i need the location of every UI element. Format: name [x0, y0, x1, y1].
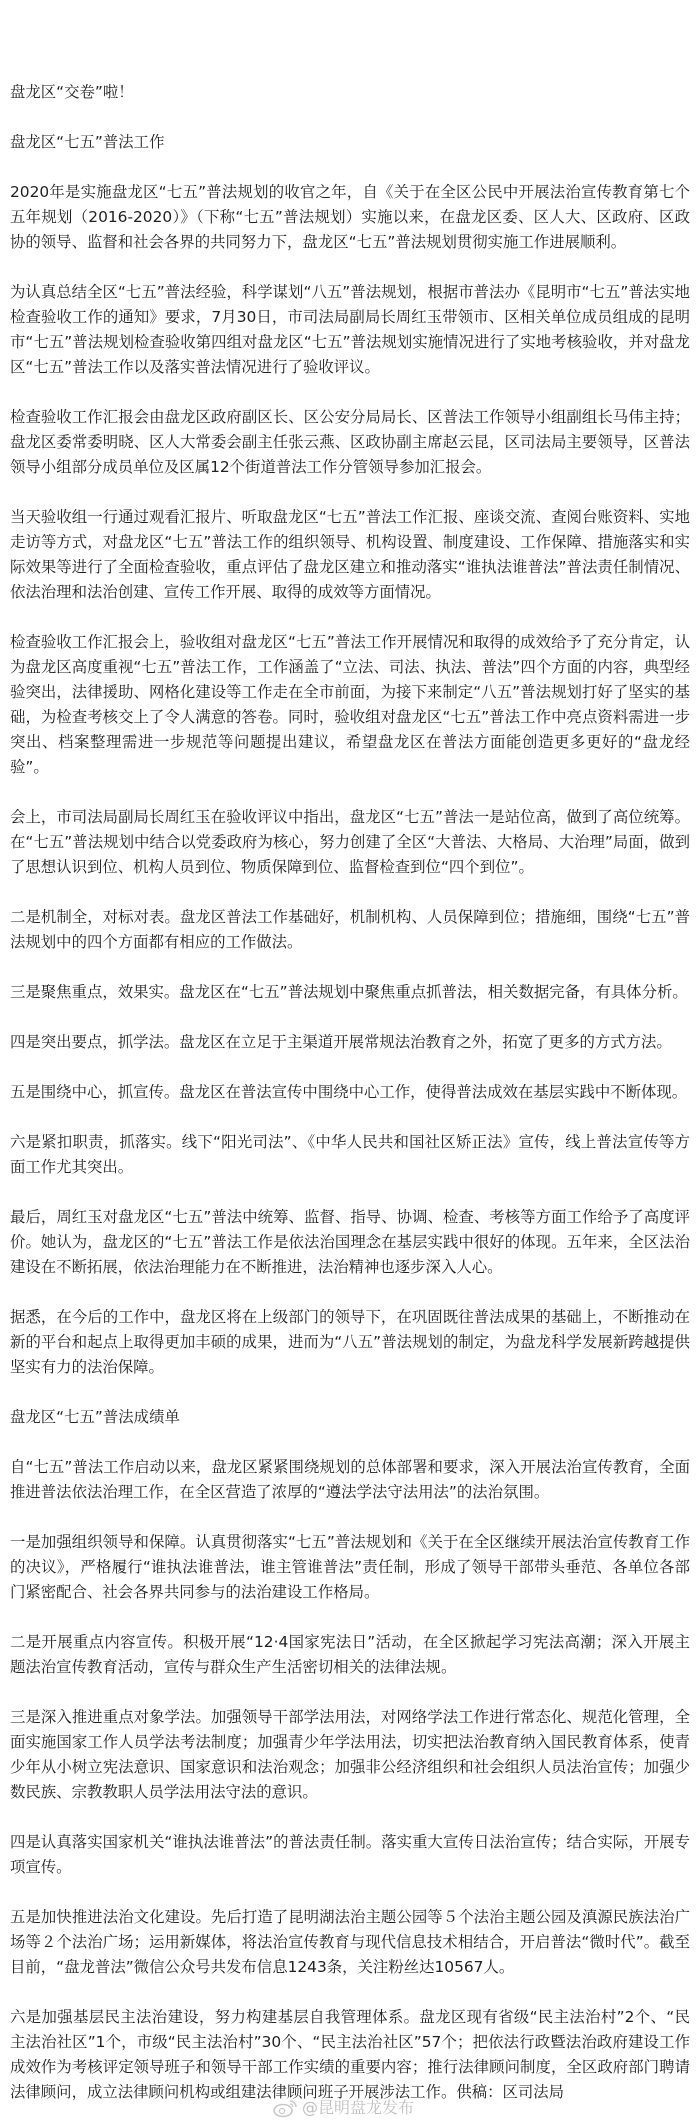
paragraph: 五是围绕中心，抓宣传。盘龙区在普法宣传中围绕中心工作，使得普法成效在基层实践中不断体现。 — [10, 1083, 688, 1101]
section-heading-results: 盘龙区“七五”普法成绩单 — [10, 1408, 180, 1426]
paragraph: 最后，周红玉对盘龙区“七五”普法中统筹、监督、指导、协调、检查、考核等方面工作给予了高度评价。她认为，盘龙区的“七五”普法工作是依法治国理念在基层实践中很好的体现。五年来，全区法治建设在不断拓展，依法治理能力在不断推进，法治精神也逐步深入人心。 — [10, 1208, 690, 1276]
paragraph: 为认真总结全区“七五”普法经验，科学谋划“八五”普法规划，根据市普法办《昆明市“七五”普法实地检查验收工作的通知》要求，7月30日，市司法局副局长周红玉带领市、区相关单位成员组成的昆明市“七五”普法规划检查验收第四组对盘龙区“七五”普法规划实施情况进行了实地考核验收，并对盘龙区“七五”普法工作以及落实普法情况进行了验收评议。 — [10, 283, 690, 376]
paragraph: 当天验收组一行通过观看汇报片、听取盘龙区“七五”普法工作汇报、座谈交流、查阅台账资料、实地走访等方式，对盘龙区“七五”普法工作的组织领导、机构设置、制度建设、工作保障、措施落实和实际效果等进行了全面检查验收，重点评估了盘龙区建立和推动落实“谁执法谁普法”普法责任制情况、依法治理和法治创建、宣传工作开展、取得的成效等方面情况。 — [10, 508, 690, 601]
paragraph: 二是开展重点内容宣传。积极开展“12·4国家宪法日”活动，在全区掀起学习宪法高潮；深入开展主题法治宣传教育活动，宣传与群众生产生活密切相关的法律法规。 — [10, 1633, 690, 1676]
paragraph: 四是突出要点，抓学法。盘龙区在立足于主渠道开展常规法治教育之外，拓宽了更多的方式方法。 — [10, 1033, 672, 1051]
paragraph: 检查验收工作汇报会由盘龙区政府副区长、区公安分局局长、区普法工作领导小组副组长马伟主持；盘龙区委常委明晓、区人大常委会副主任张云燕、区政协副主席赵云昆，区司法局主要领导，区普法领导小组部分成员单位及区属12个街道普法工作分管领导参加汇报会。 — [10, 408, 690, 476]
headline: 盘龙区“交卷”啦！ — [10, 83, 134, 101]
section-heading-work: 盘龙区“七五”普法工作 — [10, 133, 165, 151]
paragraph: 自“七五”普法工作启动以来，盘龙区紧紧围绕规划的总体部署和要求，深入开展法治宣传教育，全面推进普法依法治理工作，在全区营造了浓厚的“遵法学法守法用法”的法治氛围。 — [10, 1458, 690, 1501]
paragraph: 会上，市司法局副局长周红玉在验收评议中指出，盘龙区“七五”普法一是站位高，做到了高位统筹。在“七五”普法规划中结合以党委政府为核心，努力创建了全区“大普法、大格局、大治理”局面，做到了思想认识到位、机构人员到位、物质保障到位、监督检查到位“四个到位”。 — [10, 808, 690, 876]
paragraph: 六是加强基层民主法治建设，努力构建基层自我管理体系。盘龙区现有省级“民主法治村”2个、“民主法治社区”1个，市级“民主法治村”30个、“民主法治社区”57个；把依法行政暨法治政府建设工作成效作为考核评定领导班子和领导干部工作实绩的重要内容；推行法律顾问制度，全区政府部门聘请法律顾问，成立法律顾问机构或组建法律顾问班子开展涉法工作。供稿：区司法局 — [10, 2008, 690, 2101]
paragraph: 一是加强组织领导和保障。认真贯彻落实“七五”普法规划和《关于在全区继续开展法治宣传教育工作的决议》，严格履行“谁执法谁普法，谁主管谁普法”责任制，形成了领导干部带头垂范、各单位各部门紧密配合、社会各界共同参与的法治建设工作格局。 — [10, 1533, 690, 1601]
weibo-logo-icon — [272, 2098, 298, 2118]
watermark — [272, 2097, 414, 2119]
paragraph: 三是聚焦重点，效果实。盘龙区在“七五”普法规划中聚焦重点抓普法，相关数据完备，有具体分析。 — [10, 983, 688, 1001]
paragraph: 据悉，在今后的工作中，盘龙区将在上级部门的领导下，在巩固既往普法成果的基础上，不断推动在新的平台和起点上取得更加丰硕的成果，进而为“八五”普法规划的制定，为盘龙科学发展新跨越提供坚实有力的法治保障。 — [10, 1308, 690, 1376]
paragraph: 检查验收工作汇报会上，验收组对盘龙区“七五”普法工作开展情况和取得的成效给予了充分肯定，认为盘龙区高度重视“七五”普法工作，工作涵盖了“立法、司法、执法、普法”四个方面的内容，典型经验突出，法律援助、网格化建设等工作走在全市前面，为接下来制定“八五”普法规划打好了坚实的基础，为检查考核交上了令人满意的答卷。同时，验收组对盘龙区“七五”普法工作中亮点资料需进一步突出、档案整理需进一步规范等问题提出建议，希望盘龙区在普法方面能创造更多更好的“盘龙经验”。 — [10, 633, 690, 776]
paragraph: 四是认真落实国家机关“谁执法谁普法”的普法责任制。落实重大宣传日法治宣传；结合实际，开展专项宣传。 — [10, 1833, 690, 1876]
paragraph: 三是深入推进重点对象学法。加强领导干部学法用法，对网络学法工作进行常态化、规范化管理，全面实施国家工作人员学法考法制度；加强青少年学法用法，切实把法治教育纳入国民教育体系，使青少年从小树立宪法意识、国家意识和法治观念；加强非公经济组织和社会组织人员法治宣传；加强少数民族、宗教教职人员学法用法守法的意识。 — [10, 1708, 690, 1801]
paragraph: 2020年是实施盘龙区“七五”普法规划的收官之年，自《关于在全区公民中开展法治宣传教育第七个五年规划（2016-2020）》（下称“七五”普法规划）实施以来，在盘龙区委、区人大、区政府、区政协的领导、监督和社会各界的共同努力下，盘龙区“七五”普法规划贯彻实施工作进展顺利。 — [10, 183, 690, 251]
paragraph: 二是机制全，对标对表。盘龙区普法工作基础好，机制机构、人员保障到位；措施细，围绕“七五”普法规划中的四个方面都有相应的工作做法。 — [10, 908, 690, 951]
paragraph: 六是紧扣职责，抓落实。线下“阳光司法”、《中华人民共和国社区矫正法》宣传，线上普法宣传等方面工作尤其突出。 — [10, 1133, 690, 1176]
watermark-text: @昆明盘龙发布 — [302, 2098, 415, 2117]
paragraph: 五是加快推进法治文化建设。先后打造了昆明湖法治主题公园等５个法治主题公园及滇源民族法治广场等２个法治广场；运用新媒体，将法治宣传教育与现代信息技术相结合，开启普法“微时代”。截至目前，“盘龙普法”微信公众号共发布信息1243条，关注粉丝达10567人。 — [10, 1908, 690, 1976]
